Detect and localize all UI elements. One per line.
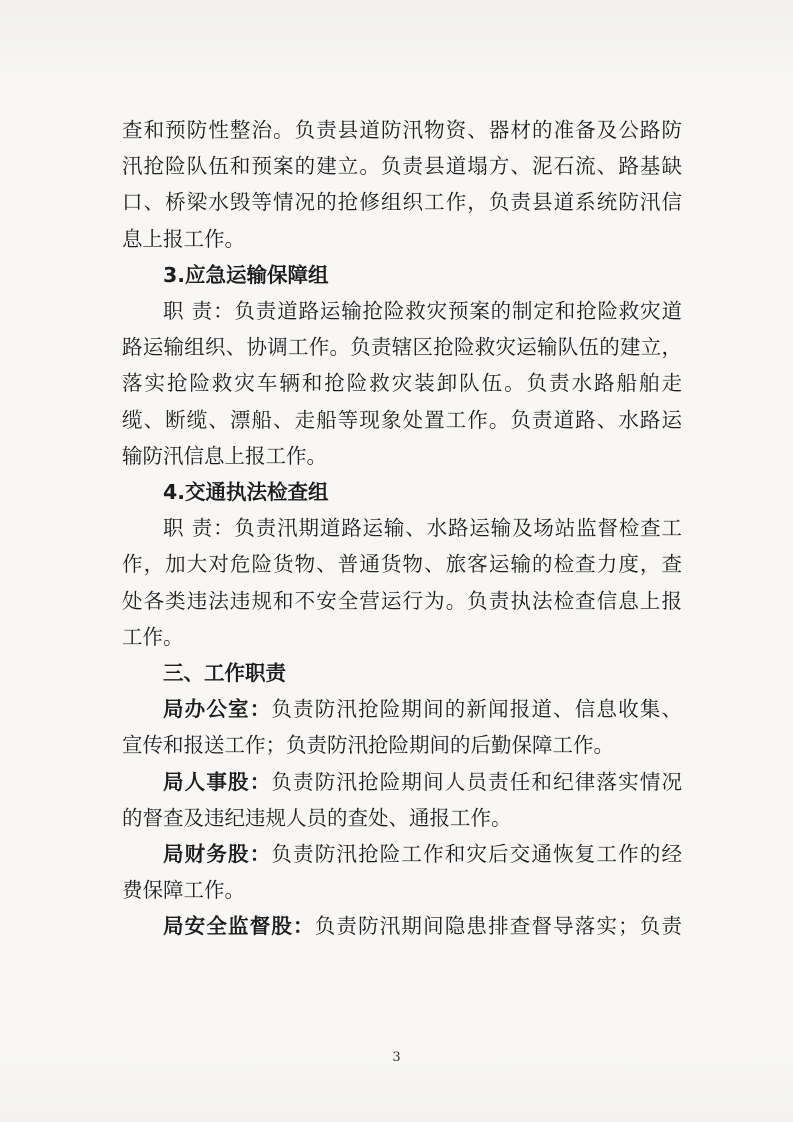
finance-text: 负责防汛抢险工作和灾后交通恢复工作的经	[271, 842, 683, 867]
office-text: 负责防汛抢险期间的新闻报道、信息收集、	[271, 697, 683, 722]
paragraph-safety	[122, 908, 682, 944]
text-line: 汛抢险队伍和预案的建立。负责县道塌方、泥石流、路基缺	[122, 154, 682, 179]
safety-text: 负责防汛期间隐患排查督导落实；负责	[314, 914, 683, 939]
text-line: 职 责：负责汛期道路运输、水路运输及场站监督检查工	[163, 516, 682, 541]
body-text	[122, 112, 682, 945]
section-heading-4: 4.交通执法检查组	[163, 480, 329, 505]
paragraph-office	[122, 691, 682, 727]
safety-label: 局安全监督股：	[163, 914, 315, 939]
text-line: 宣传和报送工作；负责防汛抢险期间的后勤保障工作。	[122, 733, 614, 758]
text-line: 落实抢险救灾车辆和抢险救灾装卸队伍。负责水路船舶走	[122, 371, 682, 396]
text-line: 作，加大对危险货物、普通货物、旅客运输的检查力度，查	[122, 552, 682, 577]
text-line: 费保障工作。	[122, 878, 245, 903]
section-heading-duties: 三、工作职责	[163, 661, 286, 686]
text-line: 处各类违法违规和不安全营运行为。负责执法检查信息上报	[122, 588, 682, 613]
text-line: 缆、断缆、漂船、走船等现象处置工作。负责道路、水路运	[122, 407, 682, 432]
text-line: 的督查及违纪违规人员的查处、通报工作。	[122, 805, 512, 830]
paragraph-finance	[122, 836, 682, 872]
page-number: 3	[392, 1050, 401, 1065]
text-line: 输防汛信息上报工作。	[122, 443, 327, 468]
text-line: 工作。	[122, 624, 184, 649]
paragraph-personnel	[122, 764, 682, 800]
personnel-text: 负责防汛抢险期间人员责任和纪律落实情况	[271, 769, 683, 794]
office-label: 局办公室：	[163, 697, 272, 722]
text-line: 路运输组织、协调工作。负责辖区抢险救灾运输队伍的建立，	[122, 335, 682, 360]
personnel-label: 局人事股：	[163, 769, 272, 794]
text-line: 息上报工作。	[122, 226, 245, 251]
text-line: 查和预防性整治。负责县道防汛物资、器材的准备及公路防	[122, 118, 682, 142]
section-heading-3: 3.应急运输保障组	[163, 262, 329, 287]
finance-label: 局财务股：	[163, 842, 272, 867]
text-line: 口、桥梁水毁等情况的抢修组织工作，负责县道系统防汛信	[122, 190, 682, 215]
text-line: 职 责：负责道路运输抢险救灾预案的制定和抢险救灾道	[163, 299, 682, 324]
